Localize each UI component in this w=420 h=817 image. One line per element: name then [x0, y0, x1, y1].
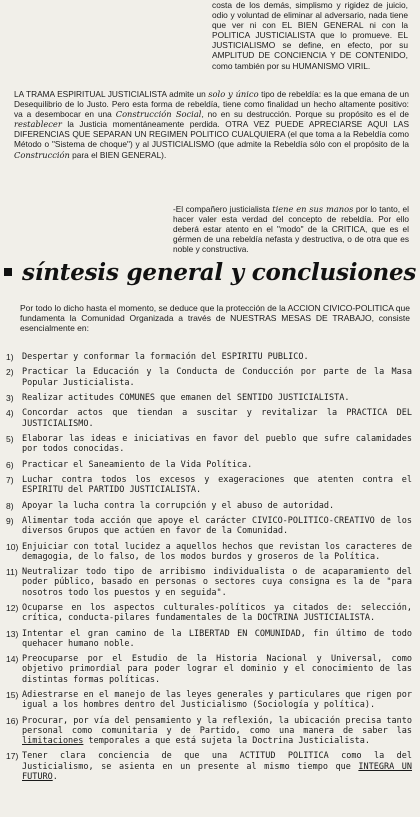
list-item	[6, 460, 412, 470]
list-item-underlined-text: limitaciones	[22, 735, 84, 746]
list-item-text: Adiestrarse en el manejo de las leyes generales y particulares que rigen por igual a los hombres dentro del Justicialismo (Sociología y política).	[22, 689, 412, 711]
list-item-text: Practicar el Saneamiento de la Vida Política.	[22, 459, 253, 470]
list-item-text	[22, 716, 412, 747]
list-item-text: Preocuparse por el Estudio de la Historia Nacional y Universal, como objetivo primordial para poder lograr el dominio y el conocimiento de las distintas formas políticas.	[22, 654, 412, 685]
list-item	[6, 393, 412, 403]
list-item-text: Realizar actitudes COMUNES que emanen del SENTIDO JUSTICIALISTA.	[22, 392, 350, 403]
list-item-number: 10)	[6, 541, 19, 552]
list-item-text: Practicar la Educación y la Conducta de Conducción por parte de la Masa Popular Justicialista.	[22, 367, 412, 388]
list-item	[6, 690, 412, 710]
square-bullet-icon	[4, 268, 12, 276]
trama-text-1: admite un	[166, 89, 209, 99]
list-item-number: 13)	[6, 628, 19, 639]
companero-italic: tiene en sus manos	[272, 204, 354, 214]
section-title-row	[4, 256, 417, 288]
trama-italic-4: Construcción	[14, 149, 70, 160]
list-item-number: 16)	[6, 715, 19, 726]
list-item-number: 5)	[6, 433, 14, 444]
trama-italic-3: restablecer	[14, 119, 62, 130]
companero-text-2: por lo tanto, el hacer valer esta verdad del concepto de rebeldía. Por ello deberá estar atento en el "modo" de la CRITICA, que es el gérmen de una rebeldía nefasta y destructiva, o de otra que es noble y constructiva.	[173, 204, 409, 255]
trama-italic-2: Construcción Social	[115, 109, 202, 120]
list-item-number: 3)	[6, 392, 14, 403]
companero-text-1: -El compañero justicialista	[173, 204, 273, 214]
list-item-text: Despertar y conformar la formación del ESPIRITU PUBLICO.	[22, 352, 309, 362]
list-item-number: 15)	[6, 689, 19, 700]
list-item-number: 17)	[6, 751, 19, 762]
top-paragraph: costa de los demás, simplismo y rigidez de juicio, odio y voluntad de eliminar al adversario, nada tiene que ver ni con EL BIEN GENERAL ni con la POLITICA JUSTICIALISTA que lo promueve. EL JUSTICIALISMO se define, en efecto, por su AMPLITUD DE CONCIENCIA Y DE CONTENIDO, como también por su HUMANISMO VIRIL.	[212, 0, 408, 71]
list-item-number: 4)	[6, 408, 14, 419]
list-item	[6, 567, 412, 598]
list-item-text: Alimentar toda acción que apoye el carácter CIVICO-POLITICO-CREATIVO de los diversos Grupos que actúen en favor de la Comunidad.	[22, 515, 412, 537]
list-item-text: Enjuiciar con total lucidez a aquellos hechos que revistan los caracteres de demagogia, de lo falso, de los modos burdos y groseros de la Política.	[22, 541, 412, 562]
list-item-number: 9)	[6, 515, 14, 526]
list-item-number: 11)	[6, 567, 18, 578]
trama-text-3: , no en su destrucción. Porque su propósito es el de	[201, 109, 409, 120]
list-item	[6, 654, 412, 685]
list-item-number: 7)	[6, 474, 14, 485]
list-item	[6, 434, 412, 454]
list-item	[6, 542, 412, 562]
list-item-text: Concordar actos que tiendan a suscitar y revitalizar la PRACTICA DEL JUSTICIALISMO.	[22, 408, 412, 429]
trama-paragraph	[14, 89, 409, 160]
list-item-number: 8)	[6, 500, 14, 511]
trama-text-4: la Justicia momentáneamente perdida. OTRA VEZ PUEDE APRECIARSE AQUI LAS DIFERENCIAS QUE SEPARAN UN REGIMEN POLITICO CUALQUIERA (el que toma a la Rebeldía como Método o "Sistema de choque") y al JUSTICIALISMO (que admite la Rebeldía sólo con el propósito de la	[14, 119, 409, 150]
list-item-text	[22, 751, 412, 782]
list-item-text-part: Tener clara conciencia de que una ACTITUD POLITICA como la del Justicialismo, se asienta en un presente al mismo tiempo que	[22, 751, 412, 772]
list-item-text: Apoyar la lucha contra la corrupción y el abuso de autoridad.	[22, 500, 335, 511]
list-item-number: 1)	[6, 352, 14, 362]
trama-text-5: para el BIEN GENERAL).	[69, 149, 167, 160]
list-item-text-part: temporales a que está sujeta la Doctrina Justicialista.	[83, 735, 370, 746]
list-item-number: 14)	[6, 654, 19, 665]
list-item-text: Luchar contra todos los excesos y exageraciones que atenten contra el ESPIRITU del PARTIDO JUSTICIALISTA.	[22, 474, 412, 496]
list-item	[6, 501, 412, 511]
section-title: síntesis general y conclusiones	[22, 258, 417, 286]
trama-heading: LA TRAMA ESPIRITUAL JUSTICIALISTA	[14, 89, 167, 99]
list-item-text: Neutralizar todo tipo de arribismo individualista o de acaparamiento del poder público, basado en personas o sectores cuya consigna es la de "para nosotros todo los puestos y en seguida".	[22, 567, 412, 598]
list-item-text-part: .	[52, 771, 58, 782]
list-item-text: Elaborar las ideas e iniciativas en favor del pueblo que sufre calamidades por todos conocidas.	[22, 433, 412, 455]
list-item-number: 2)	[6, 367, 14, 378]
intro-paragraph: Por todo lo dicho hasta el momento, se deduce que la protección de la ACCION CIVICO-POLITICA que fundamenta la Comunidad Organizada a través de NUESTRAS MESAS DE TRABAJO, consiste esencialmente en:	[20, 303, 410, 334]
list-item	[6, 408, 412, 428]
conclusions-list	[6, 352, 412, 787]
list-item	[6, 475, 412, 495]
list-item	[6, 716, 412, 747]
list-item-text: Intentar el gran camino de la LIBERTAD EN COMUNIDAD, fin último de todo quehacer humano noble.	[22, 628, 412, 649]
trama-text-2: tipo de rebeldía: es la que emana de un Desequilibrio de lo Justo. Pero esta forma de rebeldía, tiene como finalidad un hecho altamente positivo: va a desembocar en una	[14, 89, 409, 120]
list-item	[6, 516, 412, 536]
list-item-text-part: Procurar, por vía del pensamiento y la reflexión, la ubicación precisa tanto personal como comunitaria y de Partido, como una manera de saber las	[22, 715, 412, 736]
trama-italic-1: solo y único	[208, 89, 259, 99]
list-item	[6, 603, 412, 623]
companero-paragraph	[173, 204, 409, 254]
list-item-text: Ocuparse en los aspectos culturales-políticos ya citados de: selección, crítica, conducta-pilares fundamentales de la DOCTRINA JUSTICIALISTA.	[22, 602, 412, 624]
list-item-number: 12)	[6, 602, 19, 613]
list-item-underlined-text: INTEGRA UN FUTURO	[22, 761, 412, 782]
list-item	[6, 751, 412, 782]
list-item	[6, 352, 412, 362]
list-item	[6, 367, 412, 387]
list-item-number: 6)	[6, 459, 14, 470]
list-item	[6, 629, 412, 649]
